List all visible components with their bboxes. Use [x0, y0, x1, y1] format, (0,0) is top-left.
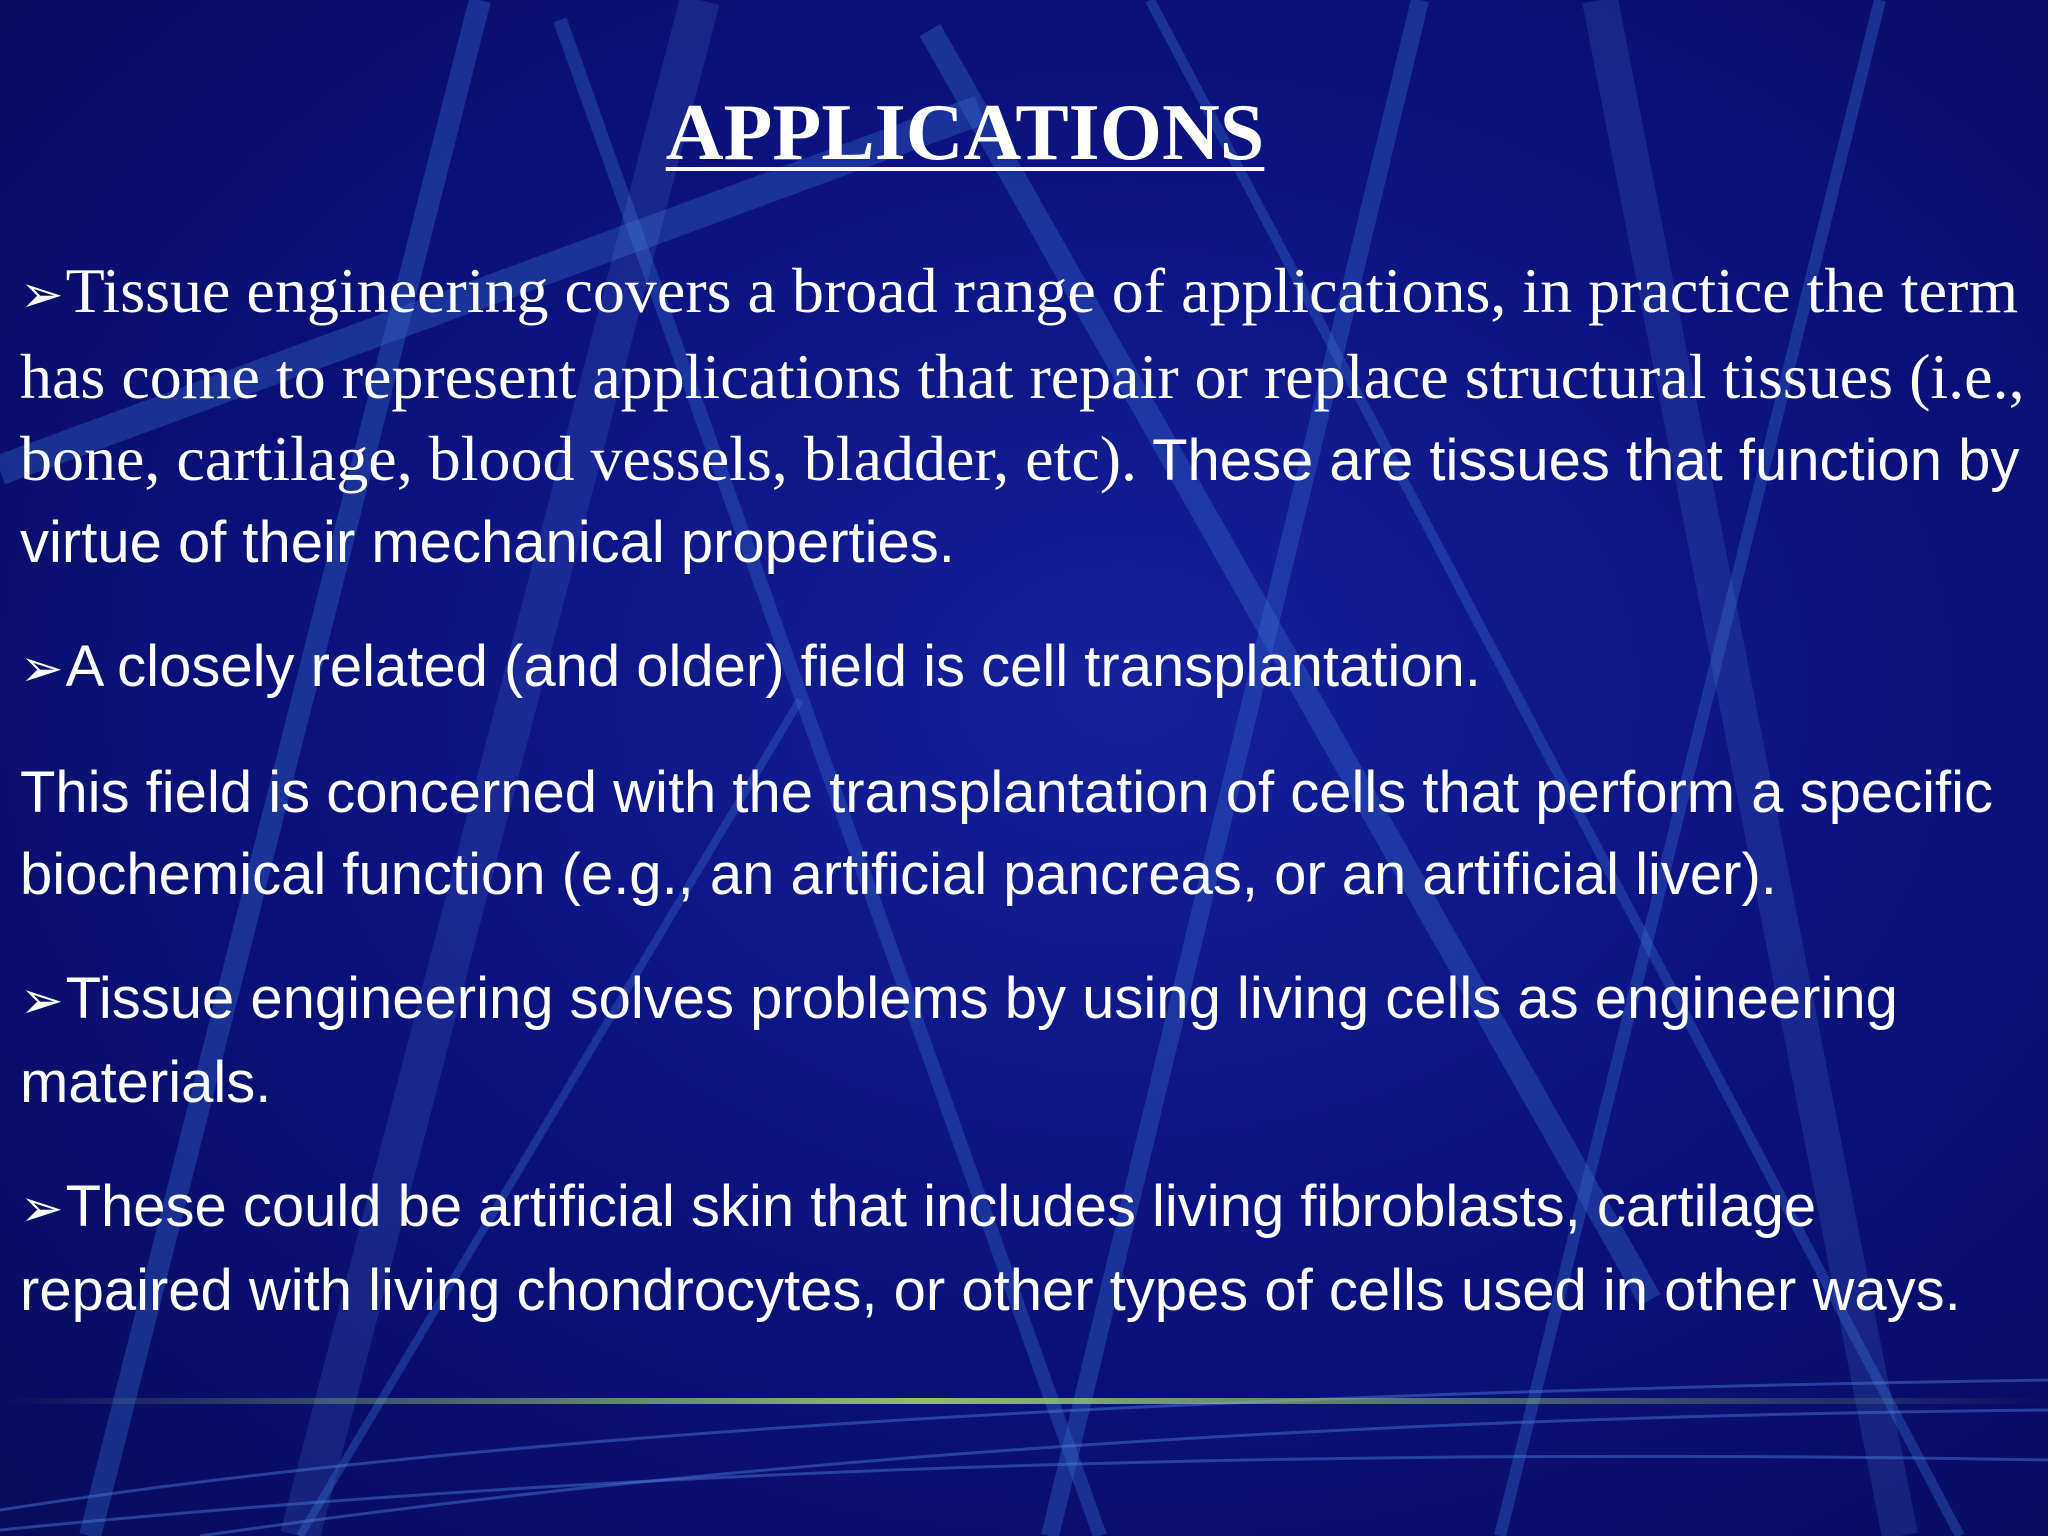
paragraph-3-text: This field is concerned with the transplantation of cells that perform a specific biochemical function (e.g., an artificial pancreas, or an artificial liver).: [20, 760, 1993, 907]
paragraph-3: [20, 752, 2030, 916]
bullet-paragraph-5: [20, 1166, 2030, 1332]
paragraph-2-text: A closely related (and older) field is cell transplantation.: [65, 634, 1481, 699]
bullet-paragraph-1: [20, 250, 2030, 584]
arrow-bullet-icon: ➢: [20, 265, 64, 325]
arrow-bullet-icon: ➢: [20, 1179, 64, 1239]
paragraph-1-serif-text: Tissue engineering covers a broad range of applications, in practice the term has come to represent applications that repair or replace structural tissues (i.e., bone, cartilage, blood vessels, bladder, etc).: [20, 255, 2025, 494]
arrow-bullet-icon: ➢: [20, 639, 64, 699]
slide-body: [20, 250, 2030, 1374]
bullet-paragraph-4: [20, 958, 2030, 1124]
paragraph-5-text: These could be artificial skin that includes living fibroblasts, cartilage repaired with living chondrocytes, or other types of cells used in other ways.: [20, 1174, 1961, 1323]
paragraph-1-sans-text: These are tissues that function by virtue of their mechanical properties.: [20, 428, 2020, 575]
paragraph-4-text: Tissue engineering solves problems by using living cells as engineering materials.: [20, 966, 1898, 1115]
bullet-paragraph-2: [20, 626, 2030, 710]
slide-title: APPLICATIONS: [665, 89, 1265, 177]
arrow-bullet-icon: ➢: [20, 971, 64, 1031]
